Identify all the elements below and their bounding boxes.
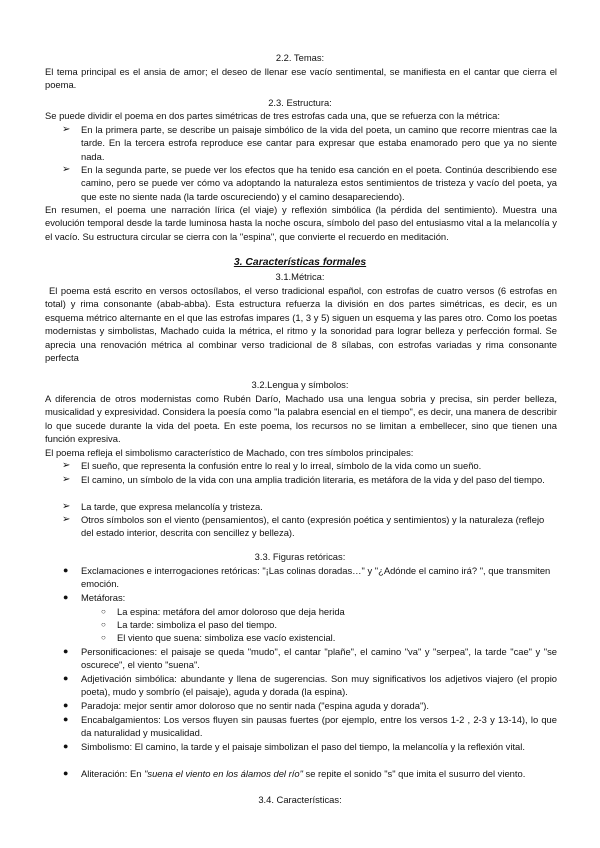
- bullet-dot-icon: ●: [63, 768, 69, 778]
- metafora-item: La tarde: simboliza el paso del tiempo.: [117, 619, 277, 630]
- figura-item: Adjetivación simbólica: abundante y llena de sugerencias. Son muy significativos los adjetivos viajero (el propio poeta), mudo y sombrío (el paisaje), aguda y dorada (la espina).: [81, 673, 557, 698]
- section-heading-metrica: 3.1.Métrica:: [275, 271, 325, 282]
- aliteracion-quote: "suena el viento en los álamos del río": [144, 768, 303, 779]
- circle-bullet-icon: ○: [101, 607, 106, 616]
- figura-item: Simbolismo: El camino, la tarde y el paisaje simbolizan el paso del tiempo, la melancolía y la reflexión vital.: [81, 741, 525, 752]
- metafora-item: La espina: metáfora del amor doloroso que deja herida: [117, 606, 345, 617]
- arrow-bullet-icon: ➢: [62, 474, 71, 485]
- simbolo-item: La tarde, que expresa melancolía y tristeza.: [81, 501, 263, 512]
- bullet-dot-icon: ●: [63, 673, 69, 683]
- arrow-bullet-icon: ➢: [62, 124, 71, 135]
- metrica-paragraph: El poema está escrito en versos octosílabos, el verso tradicional español, con estrofas de cuatro versos (6 estrofas en total) y rima consonante (abab-abba). Esta estructura refuerza la división en dos partes simétricas, es decir, es un esquema métrico alternante en el que las estrofas impares (1, 3 y 5) siguen un esquema y las pares otro. Como los poetas modernistas y simbolistas, Machado cuida la métrica, el ritmo y la sonoridad para lograr belleza y perfección formal. Se aprecia una renovación métrica al combinar verso tradicional de 8 sílabas, con estrofas variadas y rima consonante perfecta: [45, 285, 557, 364]
- simbolo-item: El camino, un símbolo de la vida con una amplia tradición literaria, es metáfora de la vida y del paso del tiempo.: [81, 474, 545, 485]
- figura-item: Encabalgamientos: Los versos fluyen sin pausas fuertes (por ejemplo, entre los versos 1-2 , 2-3 y 13-14), lo que da naturalidad y musicalidad.: [81, 714, 557, 739]
- aliteracion-label: Aliteración: En: [81, 768, 145, 779]
- section-heading-figuras: 3.3. Figuras retóricas:: [254, 551, 346, 562]
- estructura-summary: En resumen, el poema une narración lírica (el viaje) y reflexión simbólica (la pérdida del sentimiento). Muestra una evolución temporal desde la tarde luminosa hasta la noche oscura, símbolo del paso del entusiasmo vital a la melancolía y el vacío. Su estructura circular se cierra con la "espina", que convierte el recuerdo en meditación.: [45, 204, 557, 242]
- section-heading-temas: 2.2. Temas:: [275, 52, 325, 63]
- arrow-bullet-icon: ➢: [62, 164, 71, 175]
- section-heading-estructura: 2.3. Estructura:: [268, 97, 332, 108]
- arrow-bullet-icon: ➢: [62, 460, 71, 471]
- simbolo-item: Otros símbolos son el viento (pensamientos), el canto (expresión poética y sentimientos) y la naturaleza (reflejo del estado interior, descrita con sencillez y belleza).: [81, 514, 545, 539]
- metafora-item: El viento que suena: simboliza ese vacío existencial.: [117, 632, 336, 643]
- arrow-bullet-icon: ➢: [62, 514, 71, 525]
- section-heading-caracteristicas: 3.4. Características:: [258, 794, 342, 805]
- estructura-item: En la segunda parte, se puede ver los efectos que ha tenido esa canción en el poeta. Continúa describiendo ese camino, pero se puede ver cómo va adoptando la naturaleza estos sentimientos de tristeza y vacío del poeta, ya que este no siente nada (la tarde oscureciendo) y el camino desapareciendo).: [81, 164, 557, 202]
- figura-item-aliteracion: [81, 767, 557, 780]
- chapter-title: 3. Características formales: [233, 257, 367, 268]
- figura-item: Metáforas:: [81, 592, 126, 603]
- bullet-dot-icon: ●: [63, 646, 69, 656]
- figura-item: Personificaciones: el paisaje se queda "mudo", el cantar "plañe", el camino "va" y "serpea", la tarde "cae" y "se oscurece", el viento "suena".: [81, 646, 557, 671]
- circle-bullet-icon: ○: [101, 633, 106, 642]
- temas-paragraph: El tema principal es el ansia de amor; el deseo de llenar ese vacío sentimental, se manifiesta en el cantar que cierra el poema.: [45, 66, 557, 91]
- estructura-item: En la primera parte, se describe un paisaje simbólico de la vida del poeta, un camino que recorre mientras cae la tarde. En la tercera estrofa reproduce ese cantar para expresar que estaba enamorado pero que ya no siente nada.: [81, 124, 557, 162]
- figura-item: Paradoja: mejor sentir amor doloroso que no sentir nada ("espina aguda y dorada").: [81, 700, 430, 711]
- arrow-bullet-icon: ➢: [62, 501, 71, 512]
- bullet-dot-icon: ●: [63, 565, 69, 575]
- figura-item: Exclamaciones e interrogaciones retóricas: "¡Las colinas doradas…" y "¿Adónde el camino irá? ", que transmiten emoción.: [81, 565, 551, 590]
- bullet-dot-icon: ●: [63, 592, 69, 602]
- section-heading-lengua: 3.2.Lengua y símbolos:: [251, 379, 349, 390]
- aliteracion-rest: se repite el sonido "s" que imita el susurro del viento.: [302, 768, 526, 779]
- estructura-intro: Se puede dividir el poema en dos partes simétricas de tres estrofas cada una, que se refuerza con la métrica:: [45, 110, 500, 121]
- bullet-dot-icon: ●: [63, 741, 69, 751]
- bullet-dot-icon: ●: [63, 700, 69, 710]
- circle-bullet-icon: ○: [101, 620, 106, 629]
- lengua-intro: El poema refleja el simbolismo característico de Machado, con tres símbolos principales:: [45, 447, 414, 458]
- lengua-paragraph: A diferencia de otros modernistas como Rubén Darío, Machado usa una lengua sobria y precisa, sin perder belleza, musicalidad y expresividad. Considera la poesía como "la palabra esencial en el tiempo", es decir, una manera de describir lo que sucede durante la vida del poeta. En este poema, los recursos no se limitan a embellecer, sino que tienen una función expresiva.: [45, 393, 557, 445]
- bullet-dot-icon: ●: [63, 714, 69, 724]
- simbolo-item: El sueño, que representa la confusión entre lo real y lo irreal, símbolo de la vida como un sueño.: [81, 460, 482, 471]
